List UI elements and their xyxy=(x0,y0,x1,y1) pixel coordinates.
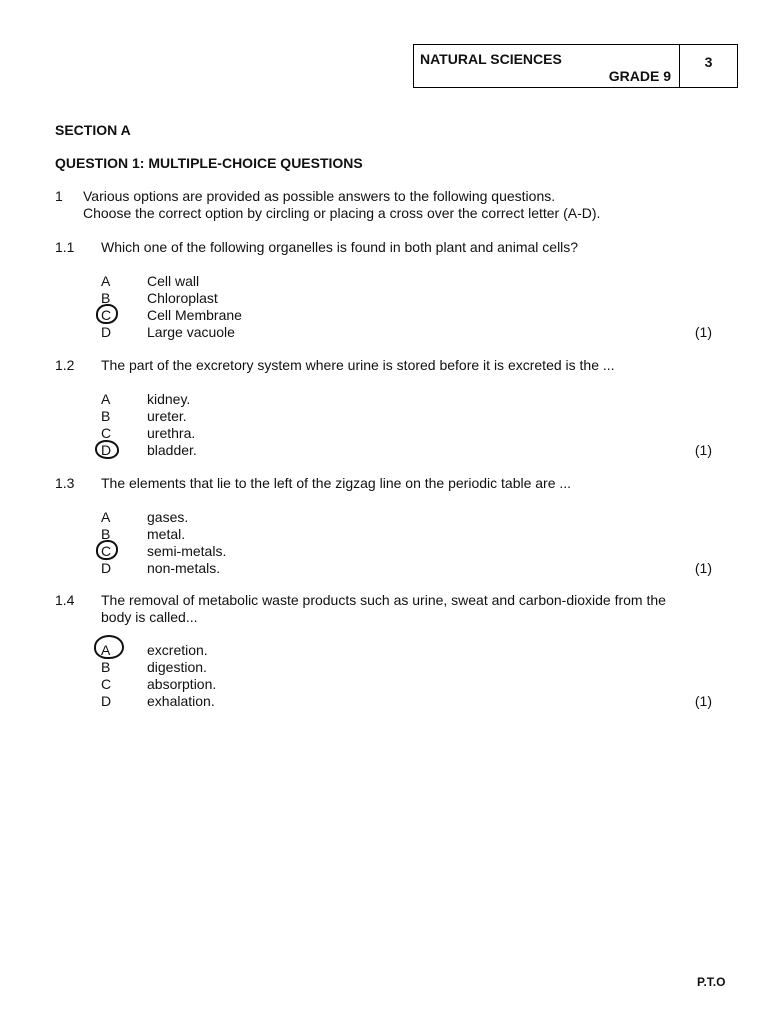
question-number: 1.2 xyxy=(55,357,75,373)
instruction-text xyxy=(83,188,743,222)
option-text: Large vacuole xyxy=(147,324,235,340)
option-text: absorption. xyxy=(147,676,217,692)
question-text: The removal of metabolic waste products such as urine, sweat and carbon-dioxide from the body is called... xyxy=(101,592,666,625)
page-number: 3 xyxy=(704,54,713,70)
handwritten-circle-mark xyxy=(96,304,118,324)
grade-label: GRADE 9 xyxy=(608,68,671,84)
marks-label: (1) xyxy=(694,693,712,709)
marks-label: (1) xyxy=(694,324,712,340)
header-subject-cell xyxy=(414,45,680,87)
question-number: 1.4 xyxy=(55,592,75,608)
option-letter: A xyxy=(101,391,111,407)
marks-label: (1) xyxy=(694,442,712,458)
question-number: 1.3 xyxy=(55,475,75,491)
section-title: SECTION A xyxy=(55,122,131,138)
option-text: excretion. xyxy=(147,642,208,658)
marks-label: (1) xyxy=(694,560,712,576)
option-text: exhalation. xyxy=(147,693,215,709)
option-text: urethra. xyxy=(147,425,196,441)
option-text: gases. xyxy=(147,509,189,525)
question-title: QUESTION 1: MULTIPLE-CHOICE QUESTIONS xyxy=(55,155,363,171)
option-text: kidney. xyxy=(147,391,191,407)
option-letter: A xyxy=(101,642,111,658)
option-text: bladder. xyxy=(147,442,197,458)
option-letter: D xyxy=(101,560,112,576)
option-letter: D xyxy=(101,442,112,458)
option-text: metal. xyxy=(147,526,186,542)
option-letter: C xyxy=(101,425,112,441)
option-letter: D xyxy=(101,324,112,340)
question-number: 1.1 xyxy=(55,239,75,255)
subject-label: NATURAL SCIENCES xyxy=(420,51,562,67)
instruction-number: 1 xyxy=(55,188,63,204)
option-letter: B xyxy=(101,408,111,424)
option-text: digestion. xyxy=(147,659,207,675)
header-box xyxy=(413,44,738,88)
question-text: The part of the excretory system where urine is stored before it is excreted is the ... xyxy=(101,357,615,373)
option-text: Chloroplast xyxy=(147,290,218,306)
question-text: The elements that lie to the left of the zigzag line on the periodic table are ... xyxy=(101,475,572,491)
option-letter: A xyxy=(101,273,111,289)
option-letter: B xyxy=(101,290,111,306)
option-letter: B xyxy=(101,526,111,542)
handwritten-circle-mark xyxy=(94,635,124,659)
instruction-line-2: Choose the correct option by circling or placing a cross over the correct letter (A-D). xyxy=(83,205,601,221)
option-text: Cell wall xyxy=(147,273,200,289)
question-text: Which one of the following organelles is found in both plant and animal cells? xyxy=(101,239,579,255)
option-text: semi-metals. xyxy=(147,543,227,559)
option-text: ureter. xyxy=(147,408,187,424)
option-text: non-metals. xyxy=(147,560,221,576)
option-letter: C xyxy=(101,307,112,323)
option-letter: D xyxy=(101,693,112,709)
handwritten-circle-mark xyxy=(95,440,119,459)
option-text: Cell Membrane xyxy=(147,307,242,323)
instruction-line-1: Various options are provided as possible answers to the following questions. xyxy=(83,188,556,204)
handwritten-circle-mark xyxy=(96,540,118,560)
please-turn-over: P.T.O xyxy=(697,975,726,989)
option-letter: C xyxy=(101,676,112,692)
option-letter: B xyxy=(101,659,111,675)
option-letter: A xyxy=(101,509,111,525)
option-letter: C xyxy=(101,543,112,559)
